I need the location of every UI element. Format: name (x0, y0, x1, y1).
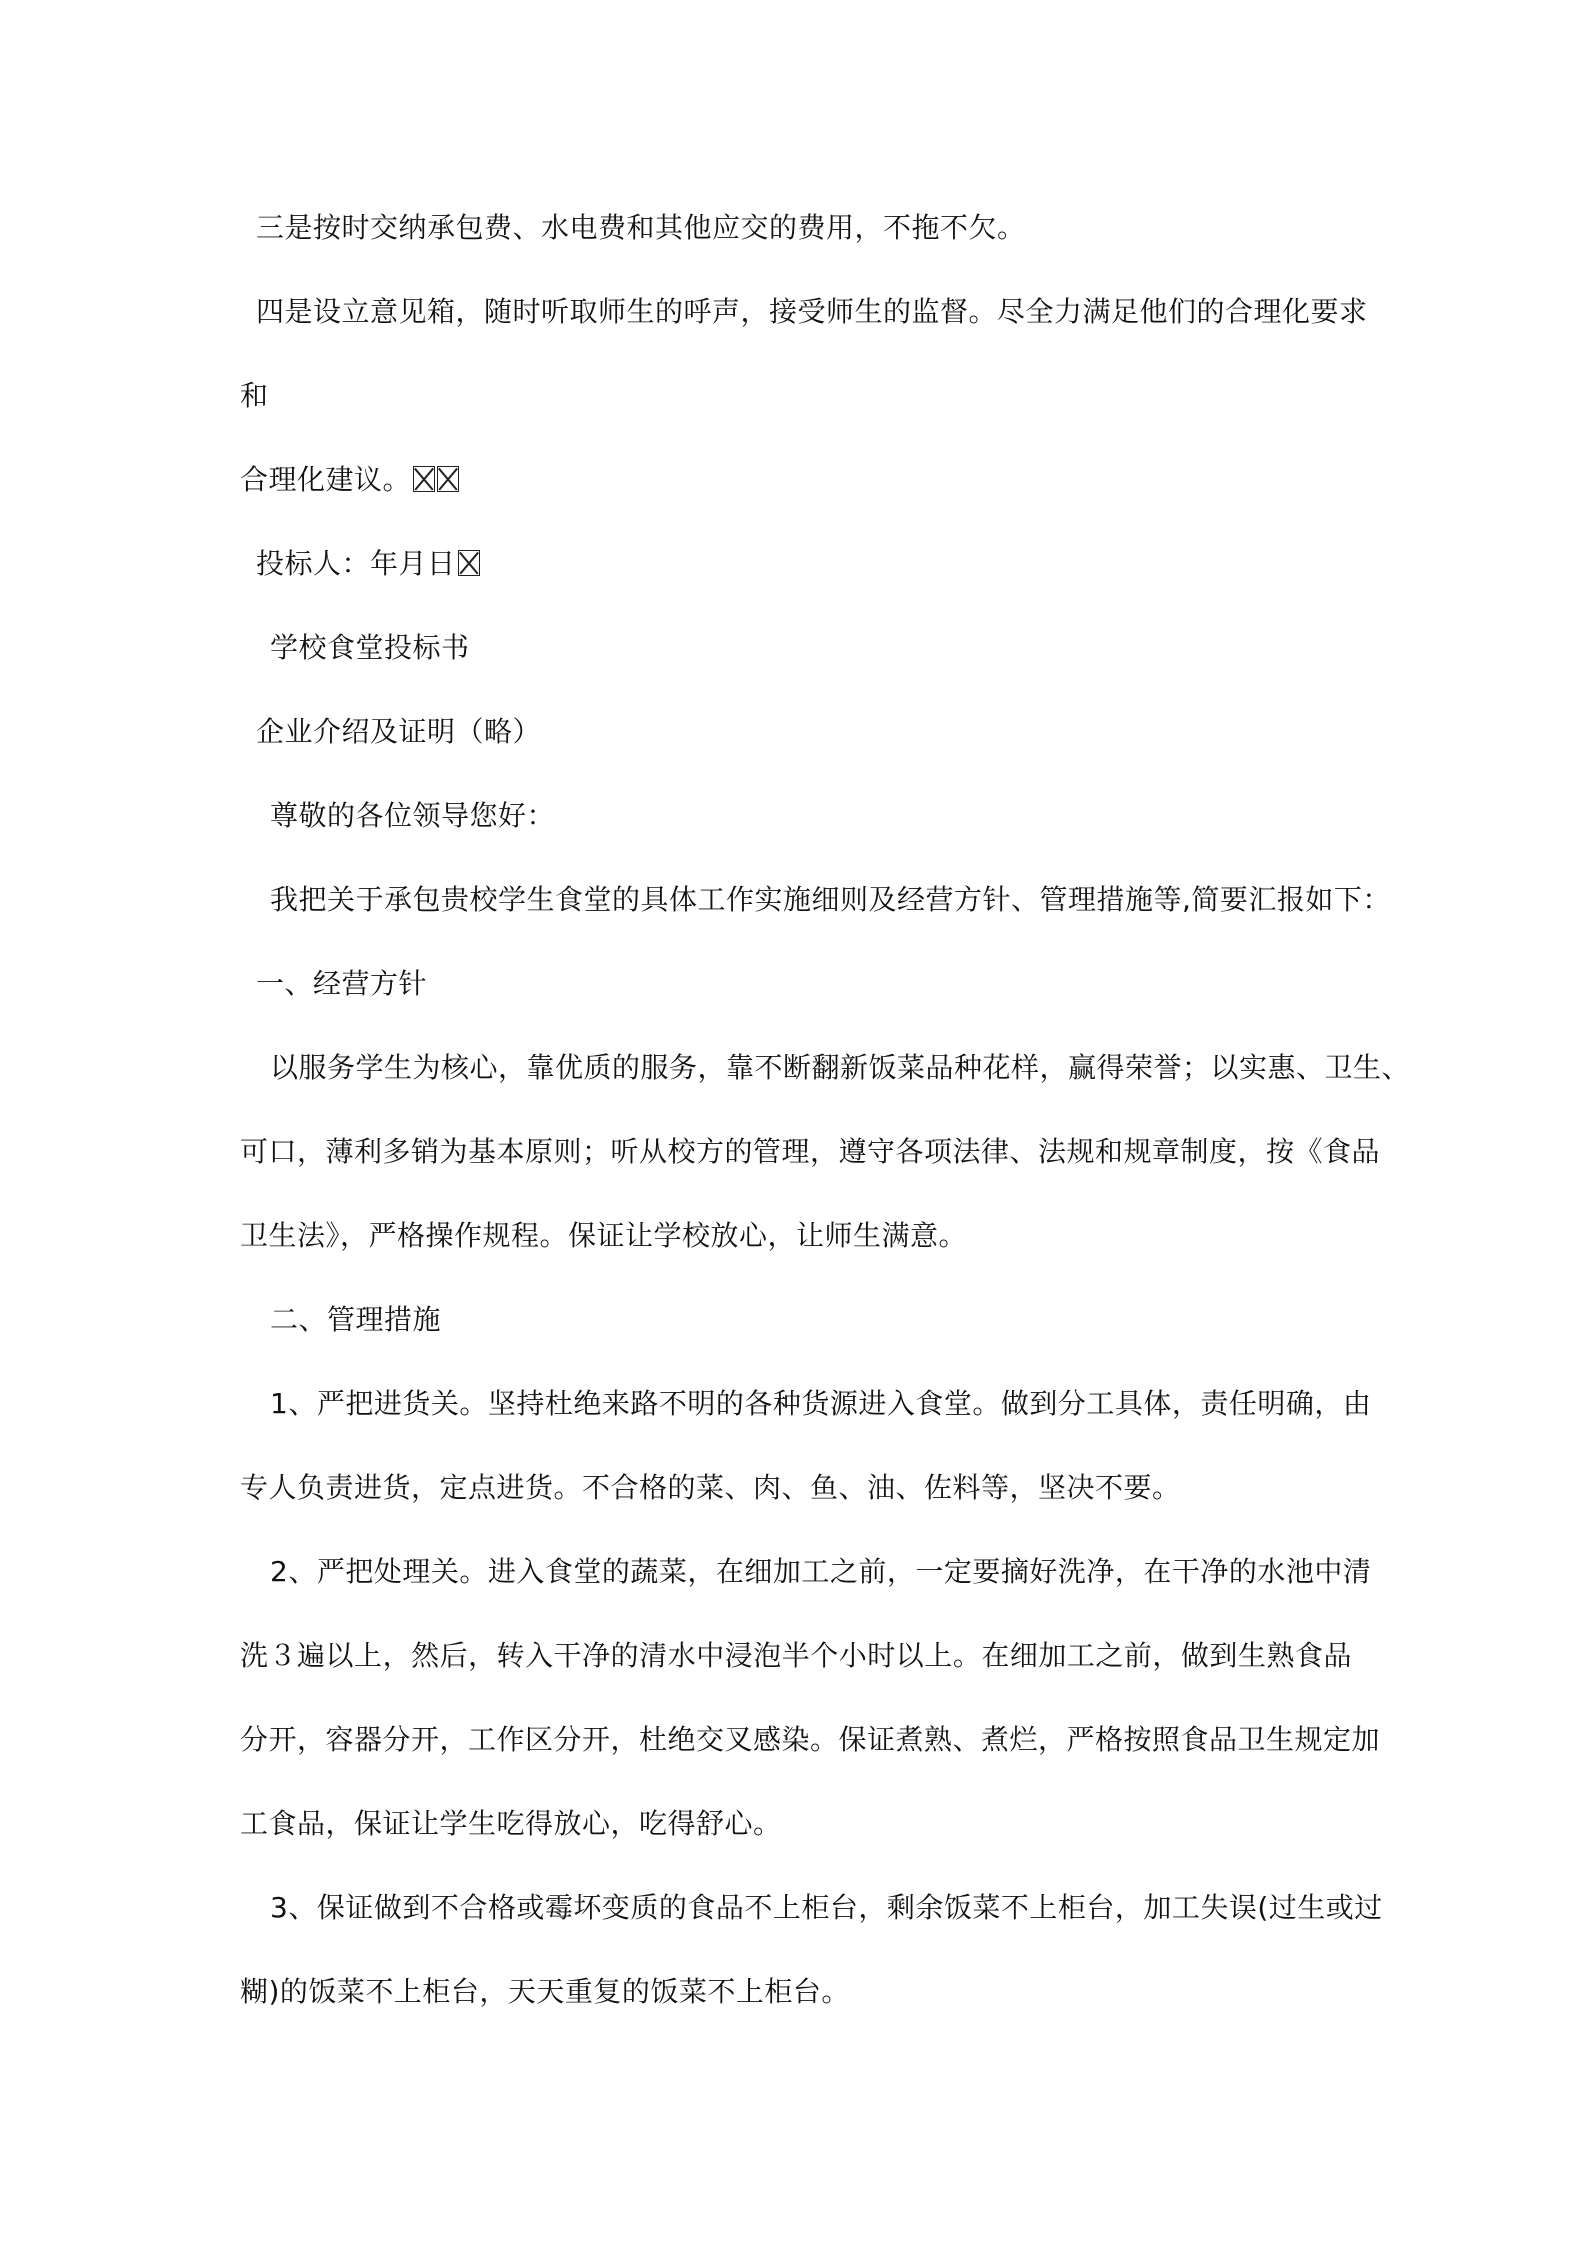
paragraph-line (270, 798, 555, 834)
document-title (270, 630, 470, 666)
paragraph-line (256, 714, 541, 750)
line-text: 企业介绍及证明（略） (256, 715, 542, 748)
line-text: 3、保证做到不合格或霉坏变质的食品不上柜台，剩余饭菜不上柜台，加工失误(过生或过 (270, 1891, 1383, 1924)
line-text: 以服务学生为核心，靠优质的服务，靠不断翻新饭菜品种花样，赢得荣誉；以实惠、卫生、 (270, 1051, 1411, 1084)
line-text: 糊)的饭菜不上柜台，天天重复的饭菜不上柜台。 (240, 1975, 850, 2008)
paragraph-line (270, 1050, 1411, 1086)
paragraph-line (240, 1218, 967, 1254)
paragraph-line (270, 1890, 1383, 1926)
paragraph-line (270, 1386, 1372, 1422)
paragraph-line (240, 1974, 850, 2010)
line-text: 工食品，保证让学生吃得放心，吃得舒心。 (240, 1807, 782, 1840)
line-text: 专人负责进货，定点进货。不合格的菜、肉、鱼、油、佐料等，坚决不要。 (240, 1471, 1181, 1504)
paragraph-line (270, 1554, 1372, 1590)
line-text: 一、经营方针 (256, 967, 428, 1000)
paragraph-line (240, 378, 269, 414)
line-text: 二、管理措施 (270, 1303, 442, 1336)
line-text: 学校食堂投标书 (270, 631, 470, 664)
line-text: 我把关于承包贵校学生食堂的具体工作实施细则及经营方针、管理措施等,简要汇报如下： (270, 883, 1391, 916)
section-heading (256, 966, 427, 1002)
line-text: 洗３遍以上，然后，转入干净的清水中浸泡半个小时以上。在细加工之前，做到生熟食品 (240, 1639, 1352, 1672)
paragraph-line (240, 1470, 1181, 1506)
paragraph-line (240, 1134, 1381, 1170)
section-heading (270, 1302, 441, 1338)
line-text: 四是设立意见箱，随时听取师生的呼声，接受师生的监督。尽全力满足他们的合理化要求 (256, 295, 1368, 328)
missing-glyph-icon (437, 466, 459, 492)
paragraph-line (256, 294, 1368, 330)
line-text: 投标人：年月日 (256, 547, 456, 580)
paragraph-line (240, 1638, 1352, 1674)
missing-glyph-icon (413, 466, 435, 492)
paragraph-line (270, 882, 1391, 918)
missing-glyph-icon (458, 550, 480, 576)
line-text: 1、严把进货关。坚持杜绝来路不明的各种货源进入食堂。做到分工具体，责任明确，由 (270, 1387, 1372, 1420)
paragraph-line (240, 462, 459, 498)
line-text: 可口，薄利多销为基本原则；听从校方的管理，遵守各项法律、法规和规章制度，按《食品 (240, 1135, 1381, 1168)
line-text: 和 (240, 379, 269, 412)
line-text: 卫生法》，严格操作规程。保证让学校放心，让师生满意。 (240, 1219, 968, 1252)
line-text: 合理化建议。 (240, 463, 412, 496)
line-text: 2、严把处理关。进入食堂的蔬菜，在细加工之前，一定要摘好洗净，在干净的水池中清 (270, 1555, 1372, 1588)
paragraph-line (256, 546, 480, 582)
line-text: 尊敬的各位领导您好： (270, 799, 556, 832)
line-text: 三是按时交纳承包费、水电费和其他应交的费用，不拖不欠。 (256, 211, 1026, 244)
paragraph-line (240, 1722, 1381, 1758)
paragraph-line (256, 210, 1026, 246)
line-text: 分开，容器分开，工作区分开，杜绝交叉感染。保证煮熟、煮烂，严格按照食品卫生规定加 (240, 1723, 1381, 1756)
paragraph-line (240, 1806, 782, 1842)
